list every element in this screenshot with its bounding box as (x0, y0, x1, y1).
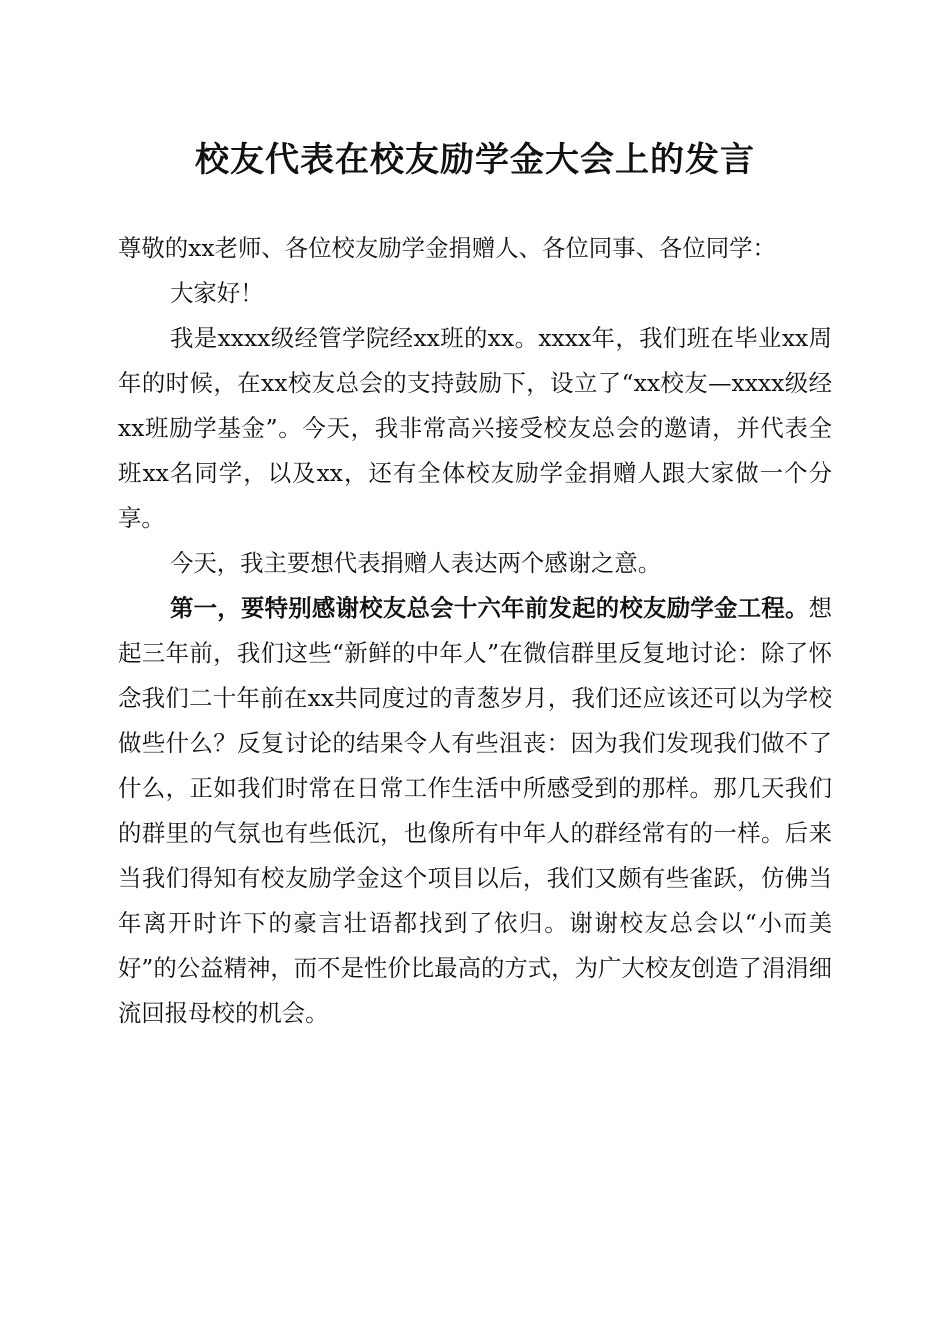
salutation: 尊敬的xx老师、各位校友励学金捐赠人、各位同事、各位同学： (118, 234, 776, 262)
paragraph-intro: 我是xxxx级经管学院经xx班的xx。xxxx年，我们班在毕业xx周年的时候，在xx校友总会的支持鼓励下，设立了“xx校友—xxxx级经xx班励学基金”。今天，我非常高兴接受校友总会的邀请，并代表全班xx名同学，以及xx，还有全体校友励学金捐赠人跟大家做一个分享。 (118, 324, 832, 532)
document-title: 校友代表在校友励学金大会上的发言 (195, 140, 755, 180)
paragraph-first-text: 想起三年前，我们这些“新鲜的中年人”在微信群里反复地讨论：除了怀念我们二十年前在xx共同度过的青葱岁月，我们还应该还可以为学校做些什么？反复讨论的结果令人有些沮丧：因为我们发现我们做不了什么，正如我们时常在日常工作生活中所感受到的那样。那几天我们的群里的气氛也有些低沉，也像所有中年人的群经常有的一样。后来当我们得知有校友励学金这个项目以后，我们又颇有些雀跃，仿佛当年离开时许下的豪言壮语都找到了依归。谢谢校友总会以“小而美好”的公益精神，而不是性价比最高的方式，为广大校友创造了涓涓细流回报母校的机会。 (118, 594, 832, 1027)
paragraph-first (118, 586, 832, 1036)
document-body (118, 226, 832, 1036)
greeting: 大家好！ (170, 279, 264, 307)
paragraph-first-lead: 第一，要特别感谢校友总会十六年前发起的校友励学金工程。 (170, 594, 809, 622)
paragraph-thanks: 今天，我主要想代表捐赠人表达两个感谢之意。 (170, 549, 662, 577)
